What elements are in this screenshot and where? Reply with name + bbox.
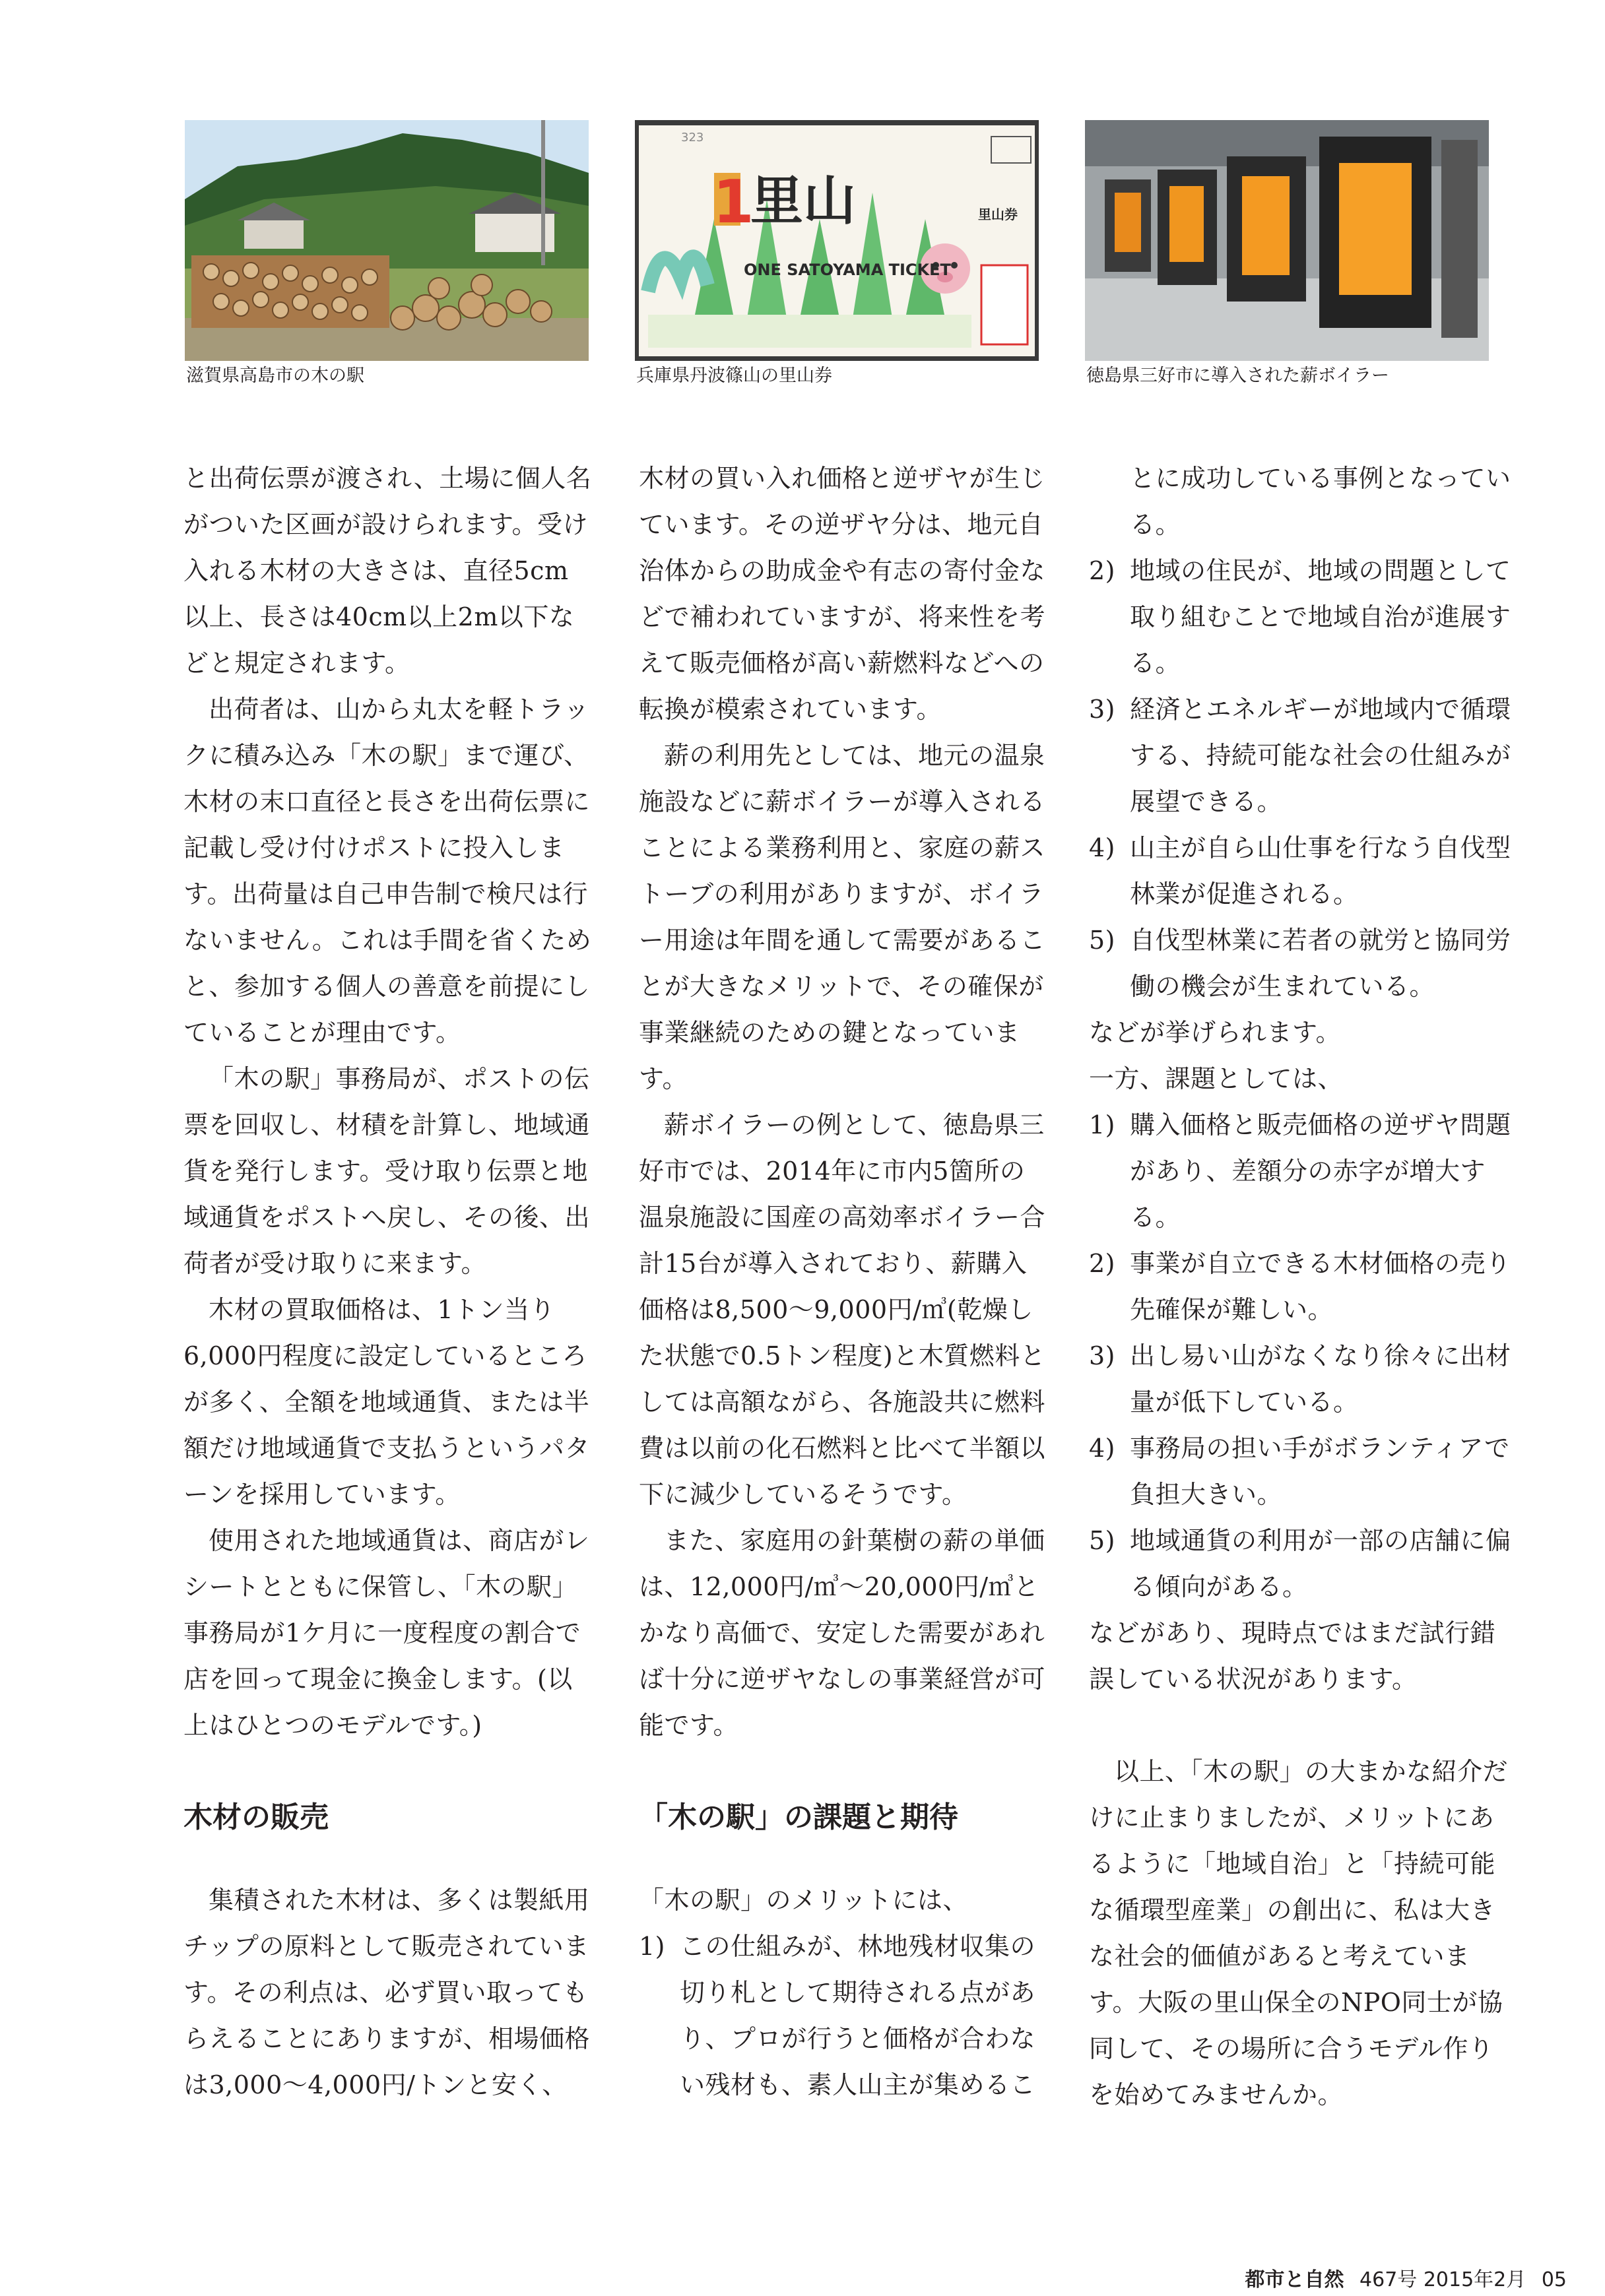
satoyama-ticket-illustration [635, 120, 1039, 361]
text-column-1 [183, 455, 593, 2108]
list-item [1089, 548, 1511, 686]
photo-wood-station [185, 120, 589, 361]
list-item-text: 経済とエネルギーが地域内で循環する、持続可能な社会の仕組みが展望できる。 [1130, 695, 1511, 816]
paragraph: 一方、課題としては、 [1089, 1064, 1344, 1093]
list-item-text: 出し易い山がなくなり徐々に出材量が低下している。 [1130, 1341, 1511, 1417]
list-item [1089, 1517, 1511, 1610]
list-item-number: 5) [1089, 1526, 1116, 1555]
list-item-text: 山主が自ら山仕事を行なう自伐型林業が促進される。 [1130, 833, 1511, 909]
paragraph: 薪の利用先としては、地元の温泉施設などに薪ボイラーが導入されることによる業務利用と、家庭の薪ストーブの利用がありますが、ボイラー用途は年間を通して需要があることが大きなメリットで、その確保が事業継続のための鍵となっています。 [639, 741, 1046, 1093]
list-item [639, 1923, 1048, 2108]
boiler-room-illustration [1085, 120, 1489, 361]
list-item [1089, 1333, 1511, 1425]
list-item-number: 5) [1089, 926, 1116, 955]
list-item-number: 4) [1089, 1434, 1116, 1463]
photo-caption: 滋賀県高島市の木の駅 [186, 366, 364, 386]
wood-station-illustration [185, 120, 589, 361]
paragraph: と出荷伝票が渡され、土場に個人名がついた区画が設けられます。受け入れる木材の大きさは、直径5cm以上、長さは40cm以上2m以下などと規定されます。 [183, 464, 592, 678]
list-item-number: 4) [1089, 833, 1116, 862]
issue-info: 467号 2015年2月 [1359, 2268, 1526, 2291]
paragraph: などがあり、現時点ではまだ試行錯誤している状況があります。 [1089, 1618, 1496, 1694]
ticket-numeral: 1 [713, 168, 754, 237]
list-item-number: 2) [1089, 556, 1116, 585]
list-item-number: 2) [1089, 1249, 1116, 1278]
list-item [1089, 825, 1511, 917]
list-item-text: この仕組みが、林地残材収集の切り札として期待される点があり、プロが行うと価格が合わない残材も、素人山主が集めるこ [680, 1932, 1036, 2099]
paragraph: 使用された地域通貨は、商店がレシートとともに保管し、「木の駅」事務局が1ケ月に一度程度の割合で店を回って現金に換金します。(以上はひとつのモデルです。) [183, 1526, 590, 1740]
ticket-serial: 323 [681, 131, 704, 144]
paragraph: 木材の買い入れ価格と逆ザヤが生じています。その逆ザヤ分は、地元自治体からの助成金や有志の寄付金などで補われていますが、将来性を考えて販売価格が高い薪燃料などへの転換が模索されています。 [639, 464, 1046, 724]
paragraph: また、家庭用の針葉樹の薪の単価は、12,000円/㎥〜20,000円/㎥とかなり高価で、安定した需要があれば十分に逆ザヤなしの事業経営が可能です。 [639, 1526, 1046, 1740]
list-item-number: 3) [1089, 1341, 1116, 1370]
text-column-2 [639, 455, 1048, 2108]
paragraph: 「木の駅」のメリットには、 [639, 1886, 968, 1915]
photo-satoyama-ticket [635, 120, 1039, 361]
list-item-number: 1) [1089, 1110, 1116, 1139]
list-item-number: 3) [1089, 695, 1116, 724]
section-heading: 「木の駅」の課題と期待 [639, 1801, 958, 1834]
list-item-text: 地域の住民が、地域の問題として取り組むことで地域自治が進展する。 [1130, 556, 1511, 678]
magazine-title: 都市と自然 [1245, 2268, 1344, 2291]
list-item-text: 事業が自立できる木材価格の売り先確保が難しい。 [1130, 1249, 1511, 1324]
ticket-right-label: 里山券 [978, 207, 1018, 222]
photo-firewood-boilers [1085, 120, 1489, 361]
list-item [1089, 1102, 1511, 1240]
paragraph: 以上、「木の駅」の大まかな紹介だけに止まりましたが、メリットにあるように「地域自治」と「持続可能な循環型産業」の創出に、私は大きな社会的価値があると考えています。大阪の里山保全のNPO同士が協同して、その場所に合うモデル作りを始めてみませんか。 [1089, 1757, 1509, 2109]
paragraph: 出荷者は、山から丸太を軽トラックに積み込み「木の駅」まで運び、木材の末口直径と長さを出荷伝票に記載し受け付けポストに投入します。出荷量は自己申告制で検尺は行ないません。これは手間を省くためと、参加する個人の善意を前提にしていることが理由です。 [183, 695, 592, 1047]
page-footer [1245, 2263, 1567, 2292]
photo-caption: 徳島県三好市に導入された薪ボイラー [1086, 366, 1389, 386]
list-item [1089, 455, 1511, 548]
section-heading: 木材の販売 [183, 1801, 329, 1834]
list-item [1089, 917, 1511, 1009]
ticket-kanji: 里山 [750, 170, 856, 232]
list-item-text: とに成功している事例となっている。 [1130, 464, 1511, 539]
paragraph: 薪ボイラーの例として、徳島県三好市では、2014年に市内5箇所の温泉施設に国産の高効率ボイラー合計15台が導入されており、薪購入価格は8,500〜9,000円/㎥(乾燥した状態で0.5トン程度)と木質燃料としては高額ながら、各施設共に燃料費は以前の化石燃料と比べて半額以下に減少しているそうです。 [639, 1110, 1046, 1509]
list-item-number: 1) [639, 1932, 666, 1961]
text-column-3 [1089, 455, 1511, 2118]
paragraph: 木材の買取価格は、1トン当り6,000円程度に設定しているところが多く、全額を地域通貨、または半額だけ地域通貨で支払うというパターンを採用しています。 [183, 1295, 591, 1509]
paragraph: 「木の駅」事務局が、ポストの伝票を回収し、材積を計算し、地域通貨を発行します。受け取り伝票と地域通貨をポストへ戻し、その後、出荷者が受け取りに来ます。 [183, 1064, 591, 1278]
list-item [1089, 686, 1511, 825]
list-item [1089, 1425, 1511, 1517]
list-item-text: 地域通貨の利用が一部の店舗に偏る傾向がある。 [1130, 1526, 1511, 1601]
list-item-text: 自伐型林業に若者の就労と協同労働の機会が生まれている。 [1130, 926, 1511, 1001]
ticket-english: ONE SATOYAMA TICKET [744, 261, 951, 279]
list-item [1089, 1240, 1511, 1333]
paragraph: 集積された木材は、多くは製紙用チップの原料として販売されています。その利点は、必ず買い取ってもらえることにありますが、相場価格は3,000〜4,000円/トンと安く、 [183, 1886, 591, 2099]
paragraph: などが挙げられます。 [1089, 1018, 1341, 1047]
photo-caption: 兵庫県丹波篠山の里山券 [636, 366, 832, 386]
page-number: 05 [1541, 2268, 1567, 2291]
list-item-text: 事務局の担い手がボランティアで負担大きい。 [1130, 1434, 1510, 1509]
list-item-text: 購入価格と販売価格の逆ザヤ問題があり、差額分の赤字が増大する。 [1130, 1110, 1511, 1232]
